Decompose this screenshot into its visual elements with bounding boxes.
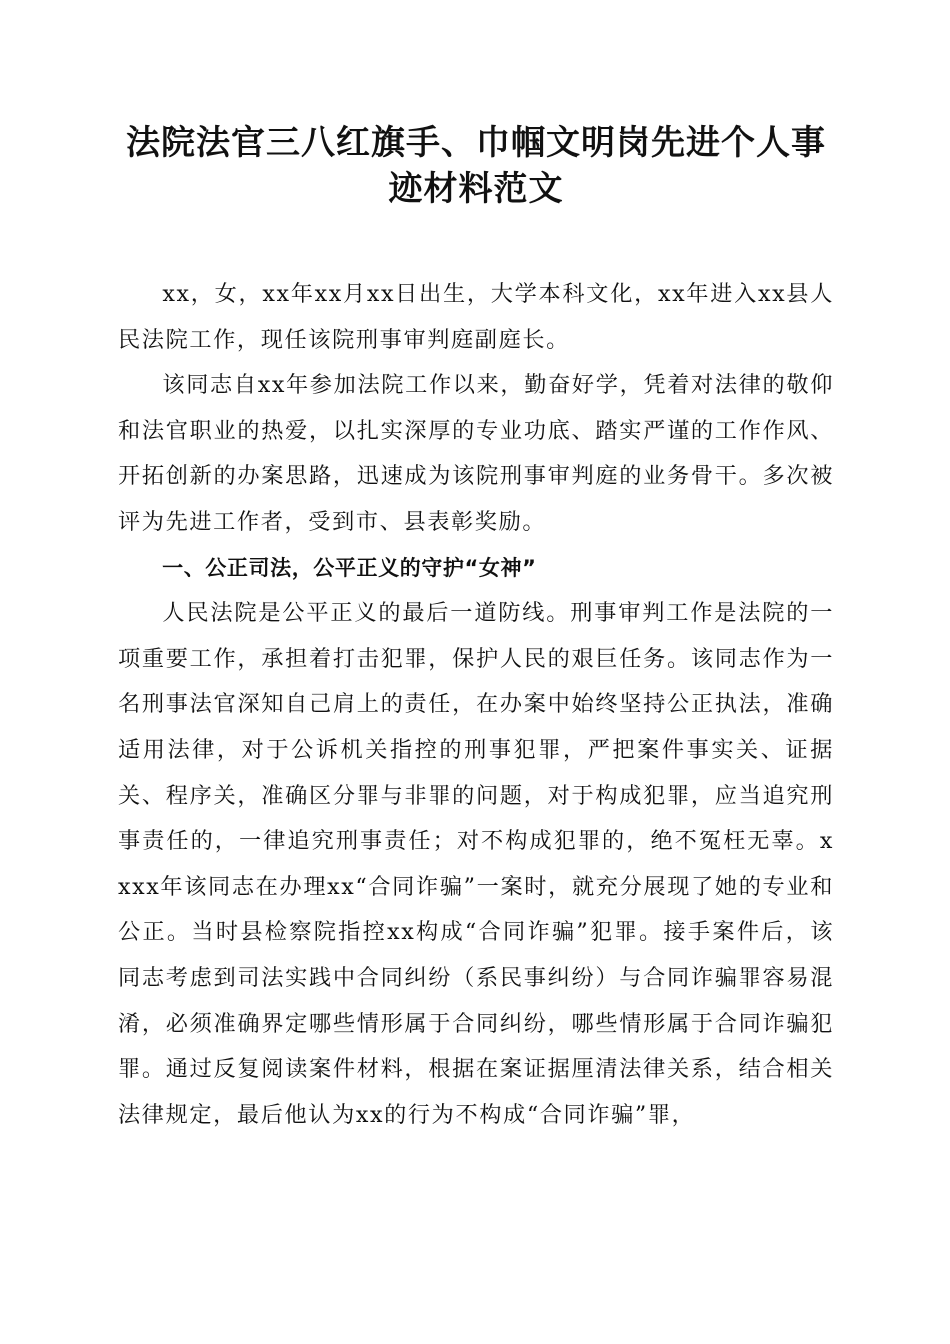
document-title <box>118 120 834 212</box>
paragraph-section-1: 人民法院是公平正义的最后一道防线。刑事审判工作是法院的一项重要工作，承担着打击犯罪，保护人民的艰巨任务。该同志作为一名刑事法官深知自己肩上的责任，在办案中始终坚持公正执法，准确适用法律，对于公诉机关指控的刑事犯罪，严把案件事实关、证据关、程序关，准确区分罪与非罪的问题，对于构成犯罪，应当追究刑事责任的，一律追究刑事责任；对不构成犯罪的，绝不冤枉无辜。xxxx年该同志在办理xx“合同诈骗”一案时，就充分展现了她的专业和公正。当时县检察院指控xx构成“合同诈骗”犯罪。接手案件后，该同志考虑到司法实践中合同纠纷（系民事纠纷）与合同诈骗罪容易混淆，必须准确界定哪些情形属于合同纠纷，哪些情形属于合同诈骗犯罪。通过反复阅读案件材料，根据在案证据厘清法律关系，结合相关法律规定，最后他认为xx的行为不构成“合同诈骗”罪， <box>118 600 834 1128</box>
title-line-2: 迹材料范文 <box>388 169 564 209</box>
document-page <box>118 120 834 1138</box>
title-line-1: 法院法官三八红旗手、巾帼文明岗先进个人事 <box>126 123 826 163</box>
section-heading-1: 一、公正司法，公平正义的守护“女神” <box>162 555 537 580</box>
paragraph-intro: xx，女，xx年xx月xx日出生，大学本科文化，xx年进入xx县人民法院工作，现任该院刑事审判庭副庭长。 <box>118 281 834 353</box>
paragraph-summary: 该同志自xx年参加法院工作以来，勤奋好学，凭着对法律的敬仰和法官职业的热爱，以扎实深厚的专业功底、踏实严谨的工作作风、开拓创新的办案思路，迅速成为该院刑事审判庭的业务骨干。多次被评为先进工作者，受到市、县表彰奖励。 <box>118 372 834 535</box>
document-body <box>118 272 834 1138</box>
